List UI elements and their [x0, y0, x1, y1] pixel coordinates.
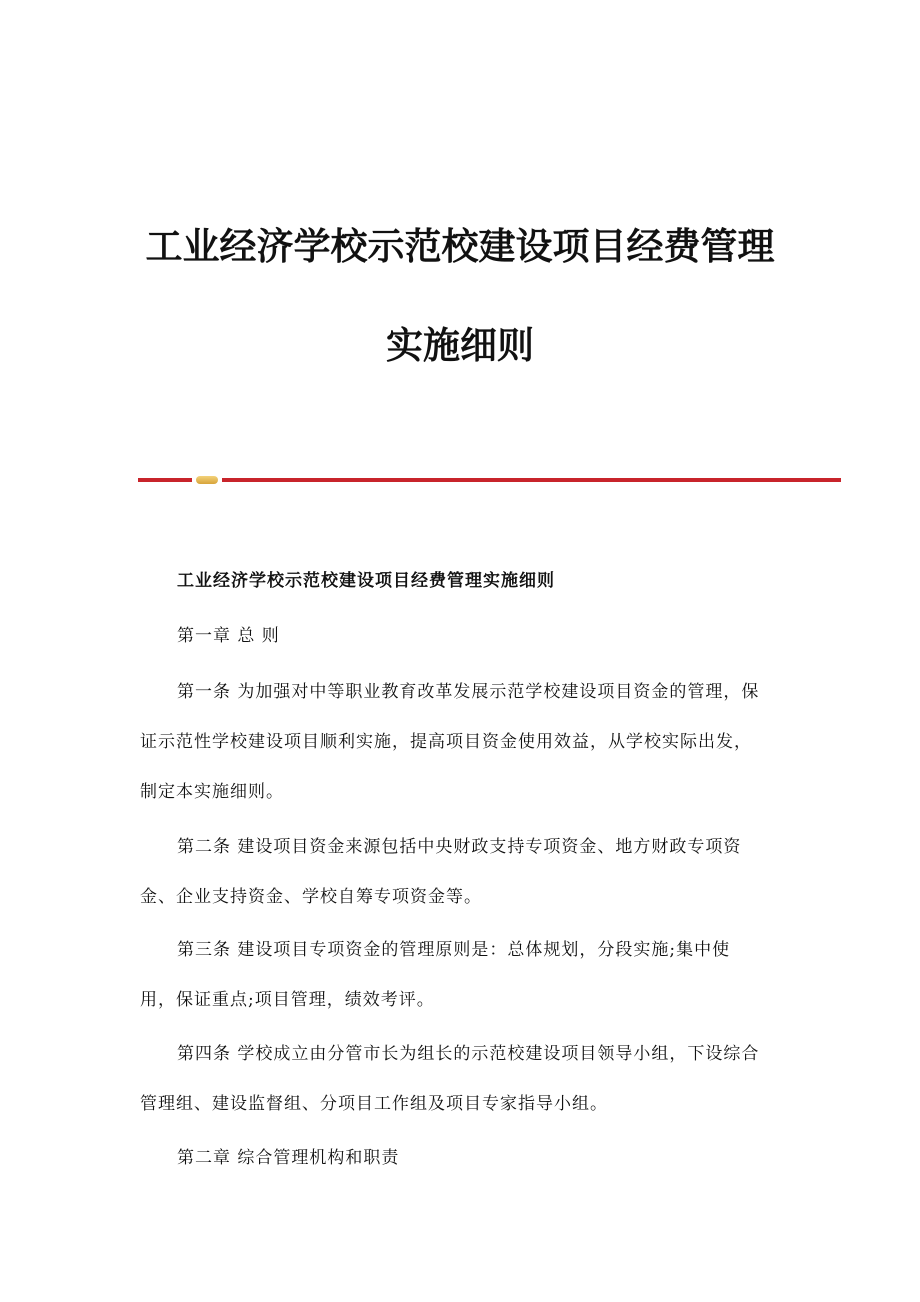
article-2-line-1: 第二条 建设项目资金来源包括中央财政支持专项资金、地方财政专项资 [177, 837, 742, 857]
article-1-paragraph [140, 667, 780, 817]
divider-bar-right [222, 478, 841, 482]
article-3-line-1: 第三条 建设项目专项资金的管理原则是：总体规划，分段实施;集中使 [177, 940, 731, 960]
article-3-paragraph [140, 925, 780, 1025]
chapter-2-heading: 第二章 综合管理机构和职责 [177, 1148, 400, 1168]
article-1-line-3: 制定本实施细则。 [140, 782, 284, 802]
article-4-paragraph [140, 1029, 780, 1129]
article-4-line-2: 管理组、建设监督组、分项目工作组及项目专家指导小组。 [140, 1094, 608, 1114]
body-subtitle: 工业经济学校示范校建设项目经费管理实施细则 [177, 571, 555, 591]
article-4-line-1: 第四条 学校成立由分管市长为组长的示范校建设项目领导小组，下设综合 [177, 1044, 760, 1064]
document-title-line-1: 工业经济学校示范校建设项目经费管理 [145, 225, 775, 268]
article-3-line-2: 用，保证重点;项目管理，绩效考评。 [140, 990, 435, 1010]
title-divider [138, 478, 841, 483]
article-1-line-2: 证示范性学校建设项目顺利实施，提高项目资金使用效益，从学校实际出发， [140, 732, 752, 752]
article-2-line-2: 金、企业支持资金、学校自筹专项资金等。 [140, 887, 482, 907]
chapter-1-heading: 第一章 总 则 [177, 626, 280, 646]
article-2-paragraph [140, 822, 780, 922]
divider-ornament-icon [196, 476, 218, 484]
divider-bar-left [138, 478, 192, 482]
document-title-line-2: 实施细则 [386, 324, 534, 367]
article-1-line-1: 第一条 为加强对中等职业教育改革发展示范学校建设项目资金的管理，保 [177, 682, 760, 702]
